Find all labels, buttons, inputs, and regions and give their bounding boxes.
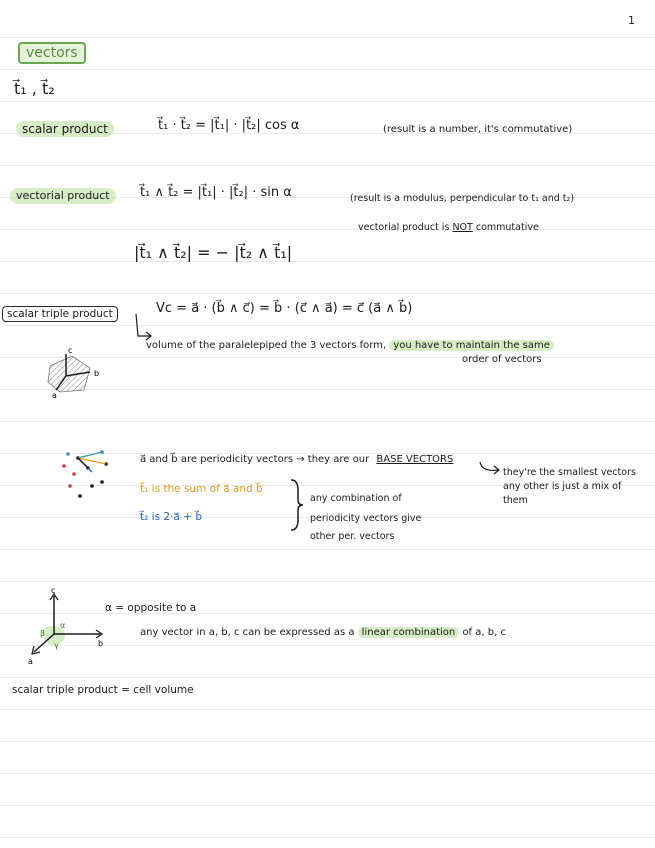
vectorial-product-label: vectorial product xyxy=(10,188,116,204)
fig-label-c: c xyxy=(68,346,73,355)
axes-label-c: c xyxy=(51,586,56,595)
vectors-label: t⃗₁ , t⃗₂ xyxy=(14,79,55,98)
triple-desc-highlight: you have to maintain the same xyxy=(389,340,554,351)
combo-line1: any combination of xyxy=(310,493,402,504)
axes-label-gamma: γ xyxy=(54,641,59,650)
base-line-prefix: a⃗ and b⃗ are periodicity vectors → they are our xyxy=(140,454,370,465)
axes-label-alpha: α xyxy=(60,621,66,630)
triple-product-label: scalar triple product xyxy=(2,306,118,322)
fig-label-b: b xyxy=(94,369,100,378)
linear-suffix: of a, b, c xyxy=(462,627,506,638)
linear-highlight: linear combination xyxy=(358,627,460,638)
scalar-product-note: (result is a number, it's commutative) xyxy=(383,124,573,135)
base-vectors-term: BASE VECTORS xyxy=(376,454,454,465)
vectorial-noncommutative-note xyxy=(358,221,539,235)
scalar-product-formula: t⃗₁ · t⃗₂ = |t⃗₁| · |t⃗₂| cos α xyxy=(158,118,300,133)
base-note-line2: any other is just a mix of xyxy=(503,481,622,492)
page-title: vectors xyxy=(18,42,86,64)
combo-line3: other per. vectors xyxy=(310,531,395,542)
triple-desc-prefix: volume of the paralelepiped the 3 vectors form, xyxy=(146,340,387,351)
triple-desc-line1 xyxy=(146,339,554,353)
base-note-line3: them xyxy=(503,495,528,506)
angles-axes-figure xyxy=(26,586,110,666)
note-not: NOT xyxy=(452,222,473,233)
triple-desc-line2: order of vectors xyxy=(462,354,542,365)
antisymmetry-formula: |t⃗₁ ∧ t⃗₂| = − |t⃗₂ ∧ t⃗₁| xyxy=(134,243,293,262)
triple-product-formula: Vc = a⃗ · (b⃗ ∧ c⃗) = b⃗ · (c⃗ ∧ a⃗) = c⃗ (a⃗ ∧ b⃗) xyxy=(156,301,413,316)
note-prefix: vectorial product is xyxy=(358,222,450,233)
base-vectors-line xyxy=(140,453,453,467)
triple-arrow-icon xyxy=(134,312,154,342)
alpha-definition: α = opposite to a xyxy=(105,602,197,614)
t1-definition: t⃗₁ is the sum of a⃗ and b⃗ xyxy=(140,483,263,495)
base-note-line1: they're the smallest vectors xyxy=(503,467,636,478)
scalar-product-label: scalar product xyxy=(16,121,114,137)
axes-label-a: a xyxy=(28,657,33,666)
lattice-figure xyxy=(58,446,114,502)
brace-icon xyxy=(288,478,304,532)
axes-label-b: b xyxy=(98,639,104,648)
base-note-arrow-icon xyxy=(478,462,502,476)
note-suffix: commutative xyxy=(475,222,539,233)
combo-line2: periodicity vectors give xyxy=(310,513,422,524)
linear-prefix: any vector in a, b, c can be expressed as a xyxy=(140,627,355,638)
vectorial-product-formula: t⃗₁ ∧ t⃗₂ = |t⃗₁| · |t⃗₂| · sin α xyxy=(140,185,292,200)
vectorial-product-note: (result is a modulus, perpendicular to t₁ and t₂) xyxy=(350,193,575,204)
axes-label-beta: β xyxy=(40,629,46,638)
parallelepiped-figure xyxy=(44,346,110,398)
linear-combination-line xyxy=(140,626,506,640)
fig-label-a: a xyxy=(52,391,57,400)
cell-volume-line: scalar triple product = cell volume xyxy=(12,684,194,696)
t2-definition: t⃗₂ is 2·a⃗ + b⃗ xyxy=(140,511,202,523)
page-number: 1 xyxy=(628,14,635,27)
